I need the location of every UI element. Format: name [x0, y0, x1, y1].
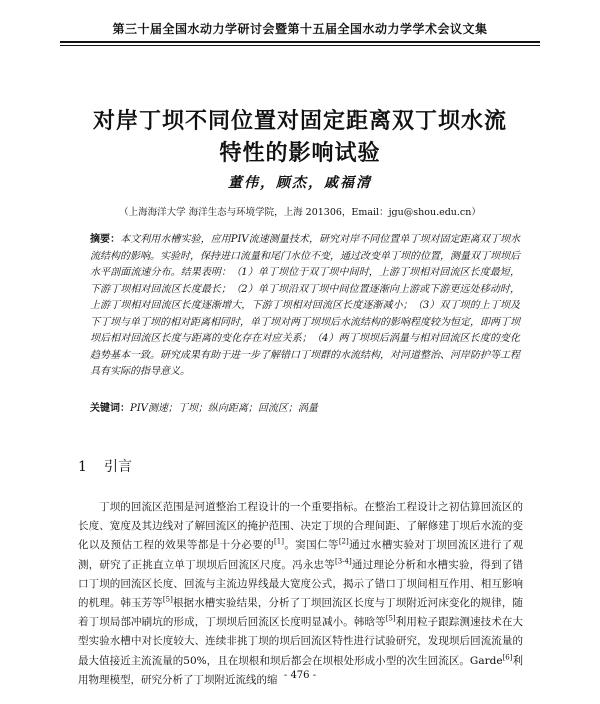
- intro-text-4: 通过理论分析和水槽实验，得到了错口丁坝的回流区长度、回流与主流边界线最大宽度公式，揭示了错口丁坝间相互作用、相互影响的机理。韩玉芳等: [78, 558, 524, 610]
- paper-title-line-1: 对岸丁坝不同位置对固定距离双丁坝水流: [92, 109, 507, 134]
- keywords: [90, 401, 520, 417]
- abstract-text: 本文利用水槽实验，应用PIV流速测量技术，研究对岸不同位置单丁坝对固定距离双丁坝水流结构的影响。实验时，保持进口流量和尾门水位不变，通过改变单丁坝的位置，测量双丁坝坝后水平剖面流速分布。结果表明：（1）单丁坝位于双丁坝中间时，上游丁坝相对回流区长度最短，下游丁坝相对回流区长度最长；（2）单丁坝沿双丁坝中间位置逐渐向上游或下游更远处移动时，上游丁坝相对回流区长度逐渐增大，下游丁坝相对回流区长度逐渐减小；（3）双丁坝的上丁坝及下丁坝与单丁坝的相对距离相同时，单丁坝对两丁坝坝后水流结构的影响程度较为恒定，即两丁坝坝后相对回流区长度与距离的变化存在对应关系；（4）两丁坝坝后涡量与相对回流区长度的变化趋势基本一致。研究成果有助于进一步了解错口丁坝群的水流结构，对河道整治、河岸防护等工程具有实际的指导意义。: [90, 234, 520, 377]
- citation-ref: [6]: [502, 653, 513, 662]
- keywords-text: PIV测速；丁坝；纵向距离；回流区；涡量: [130, 403, 318, 414]
- affiliation: （上海海洋大学 海洋生态与环境学院，上海 201306，Email：jgu@shou.edu.cn）: [119, 207, 481, 218]
- keywords-label: 关键词：: [90, 403, 130, 414]
- page-number: - 476 -: [283, 670, 317, 681]
- section-number: 1: [78, 459, 87, 475]
- header-rule-thin: [60, 45, 540, 46]
- intro-text-6: 利用粒子跟踪测速技术在大型实验水槽中对长度较大、连续非挑丁坝的坝后回流区特性进行试验研究，发现坝后回流流量的最大值接近主流流量的50%，且在坝根和坝后都会在坝根处形成小型的次生回流区。Garde: [78, 616, 524, 667]
- abstract-label: 摘要：: [90, 234, 121, 245]
- running-header: 第三十届全国水动力学研讨会暨第十五届全国水动力学学术会议文集: [112, 22, 488, 36]
- introduction-paragraph: [78, 498, 523, 690]
- citation-ref: [1]: [274, 537, 284, 546]
- citation-ref: [2]: [338, 537, 349, 546]
- intro-text-5: 根据水槽实验结果，分析了丁坝回流区长度与丁坝附近河床变化的规律，随着丁坝局部冲刷坑的形成，丁坝坝后回流区长度明显减小。韩晗等: [78, 597, 524, 629]
- intro-text-7: 利用物理模型，研究分析了丁坝附近流线的缩: [78, 654, 523, 686]
- intro-text-3: 通过水槽实验对丁坝回流区进行了观测，研究了正挑直立单丁坝坝后回流区尺度。冯永忠等: [78, 539, 524, 571]
- intro-text-1: 丁坝的回流区范围是河道整治工程设计的一个重要指标。在整治工程设计之初估算回流区的长度、宽度及其边线对了解回流区的掩护范围、决定丁坝的合理间距、了解修建丁坝后水流的变化以及预估工程的效果等都是十分必要的: [78, 501, 523, 552]
- authors: 董伟，顾杰，戚福清: [228, 175, 372, 191]
- section-title: 引言: [104, 459, 132, 475]
- intro-text-2: 。窦国仁等: [283, 539, 339, 552]
- paper-title-line-2: 特性的影响试验: [219, 141, 381, 166]
- abstract: [90, 232, 520, 381]
- citation-ref: [3-4]: [334, 557, 352, 566]
- citation-ref: [5]: [385, 614, 396, 623]
- citation-ref: [5]: [162, 595, 173, 604]
- section-heading-introduction: [78, 456, 132, 476]
- header-rule-thick: [60, 41, 540, 43]
